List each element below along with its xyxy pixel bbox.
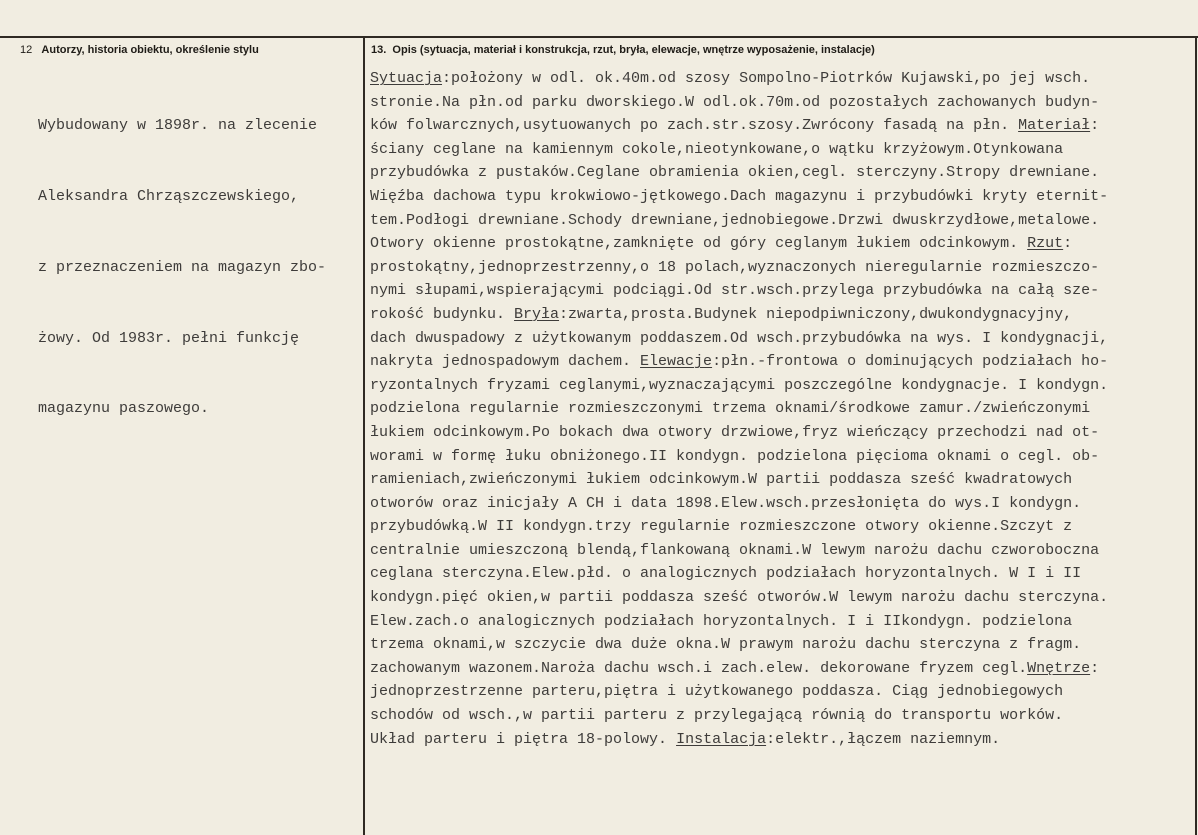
history-line: Wybudowany w 1898r. na zlecenie <box>38 117 318 135</box>
description-line <box>370 657 1108 681</box>
history-line: Aleksandra Chrząszczewskiego, <box>38 187 300 205</box>
description-segment: :położony w odl. ok.40m.od szosy Sompolno-Piotrków Kujawski,po jej wsch. <box>442 70 1091 87</box>
left-column-heading <box>20 44 259 56</box>
description-segment: : <box>1063 235 1073 253</box>
description-segment: stronie.Na płn.od parku dworskiego.W odl.ok.70m.od pozostałych zachowanych budyn- <box>370 93 1100 111</box>
description-segment: otworów oraz inicjały A CH i data 1898.Elew.wsch.przesłonięta do wys.I kondygn. <box>370 494 1082 512</box>
section-keyword: Sytuacja <box>370 70 443 87</box>
description-segment: : <box>1090 117 1100 135</box>
description-line <box>370 492 1108 516</box>
description-line <box>370 421 1108 445</box>
description-line <box>370 303 1108 327</box>
description-line <box>370 704 1108 728</box>
description-line <box>370 728 1108 752</box>
description-line <box>370 680 1108 704</box>
description-segment: : <box>1090 659 1100 677</box>
history-line: z przeznaczeniem na magazyn zbo- <box>38 258 327 276</box>
description-segment: Otwory okienne prostokątne,zamknięte od góry ceglanym łukiem odcinkowym. <box>370 235 1028 253</box>
description-line <box>370 350 1108 374</box>
description-line <box>370 232 1108 256</box>
description-segment: przybudówka z pustaków.Ceglane obramienia okien,cegl. sterczyny.Stropy drewniane. <box>370 164 1100 182</box>
section-keyword: Materiał <box>1018 117 1091 135</box>
description-segment: nymi słupami,wspierającymi podciągi.Od str.wsch.przylega przybudówka na całą sze- <box>370 282 1100 300</box>
description-line <box>370 468 1108 492</box>
section-keyword: Bryła <box>514 305 560 323</box>
description-segment: łukiem odcinkowym.Po bokach dwa otwory drzwiowe,fryz wieńczący przechodzi nad ot- <box>370 423 1100 441</box>
history-text <box>38 67 326 468</box>
history-line: żowy. Od 1983r. pełni funkcję <box>38 329 300 347</box>
description-line <box>370 91 1108 115</box>
right-border-line <box>1195 36 1197 835</box>
description-segment: :elektr.,łączem naziemnym. <box>766 730 1001 748</box>
description-text <box>370 67 1108 751</box>
description-segment: kondygn.pięć okien,w partii poddasza sześć otworów.W lewym narożu dachu sterczyna. <box>370 589 1109 607</box>
description-segment: rokość budynku. <box>370 305 515 323</box>
description-segment: ków folwarcznych,usytuowanych po zach.str.szosy.Zwrócony fasadą na płn. <box>370 117 1019 135</box>
description-line <box>370 562 1108 586</box>
description-segment: ryzontalnych fryzami ceglanymi,wyznaczającymi poszczególne kondygnacje. I kondygn. <box>370 376 1109 394</box>
section-keyword: Rzut <box>1027 235 1064 253</box>
description-line <box>370 114 1108 138</box>
description-line <box>370 586 1108 610</box>
column-divider <box>363 36 365 835</box>
description-segment: ceglana sterczyna.Elew.płd. o analogicznych podziałach horyzontalnych. W I i II <box>370 565 1082 583</box>
section-keyword: Wnętrze <box>1027 659 1091 677</box>
right-column-heading <box>371 44 875 56</box>
description-line <box>370 539 1108 563</box>
description-segment: przybudówką.W II kondygn.trzy regularnie rozmieszczone otwory okienne.Szczyt z <box>370 518 1073 536</box>
description-line <box>370 256 1108 280</box>
description-line <box>370 279 1108 303</box>
description-line <box>370 327 1108 351</box>
description-segment: :płn.-frontowa o dominujących podziałach ho- <box>712 353 1109 371</box>
description-segment: centralnie umieszczoną blendą,flankowaną oknami.W lewym narożu dachu czworoboczna <box>370 541 1100 559</box>
description-segment: :zwarta,prosta.Budynek niepodpiwniczony,dwukondygnacyjny, <box>559 305 1073 323</box>
description-segment: ściany ceglane na kamiennym cokole,nieotynkowane,o wątku krzyżowym.Otynkowana <box>370 140 1064 158</box>
top-border-line <box>0 36 1198 38</box>
description-segment: worami w formę łuku obniżonego.II kondygn. podzielona pięcioma oknami o cegl. ob- <box>370 447 1100 465</box>
description-line <box>370 515 1108 539</box>
description-segment: schodów od wsch.,w partii parteru z przylegającą równią do transportu worków. <box>370 707 1064 725</box>
description-segment: prostokątny,jednoprzestrzenny,o 18 polach,wyznaczonych nieregularnie rozmieszczo- <box>370 258 1100 276</box>
description-line <box>370 161 1108 185</box>
description-segment: Elew.zach.o analogicznych podziałach horyzontalnych. I i IIkondygn. podzielona <box>370 612 1073 630</box>
left-section-number: 12 <box>20 44 33 56</box>
description-segment: nakryta jednospadowym dachem. <box>370 353 641 371</box>
section-keyword: Instalacja <box>676 730 767 748</box>
description-line <box>370 209 1108 233</box>
description-line <box>370 397 1108 421</box>
left-section-title: Autorzy, historia obiektu, określenie stylu <box>41 44 259 56</box>
description-segment: trzema oknami,w szczycie dwa duże okna.W prawym narożu dachu sterczyna z fragm. <box>370 636 1082 654</box>
description-line <box>370 138 1108 162</box>
description-line <box>370 67 1108 91</box>
right-section-title: Opis (sytuacja, materiał i konstrukcja, rzut, bryła, elewacje, wnętrze wyposażenie, instalacje) <box>392 44 875 56</box>
description-segment: ramieniach,zwieńczonymi łukiem odcinkowym.W partii poddasza sześć kwadratowych <box>370 471 1073 489</box>
description-segment: zachowanym wazonem.Naroża dachu wsch.i zach.elew. dekorowane fryzem cegl. <box>370 659 1028 677</box>
history-line: magazynu paszowego. <box>38 400 210 418</box>
right-section-number: 13. <box>371 44 387 56</box>
description-line <box>370 445 1108 469</box>
description-segment: jednoprzestrzenne parteru,piętra i użytkowanego poddasza. Ciąg jednobiegowych <box>370 683 1064 701</box>
description-line <box>370 610 1108 634</box>
description-segment: dach dwuspadowy z użytkowanym poddaszem.Od wsch.przybudówka na wys. I kondygnacji, <box>370 329 1109 347</box>
section-keyword: Elewacje <box>640 353 713 371</box>
description-segment: Więźba dachowa typu krokwiowo-jętkowego.Dach magazynu i przybudówki kryty eternit- <box>370 187 1109 205</box>
description-segment: podzielona regularnie rozmieszczonymi trzema oknami/środkowe zamur./zwieńczonymi <box>370 400 1091 418</box>
description-line <box>370 185 1108 209</box>
description-segment: Układ parteru i piętra 18-polowy. <box>370 730 677 748</box>
description-line <box>370 633 1108 657</box>
description-line <box>370 374 1108 398</box>
description-segment: tem.Podłogi drewniane.Schody drewniane,jednobiegowe.Drzwi dwuskrzydłowe,metalowe. <box>370 211 1100 229</box>
